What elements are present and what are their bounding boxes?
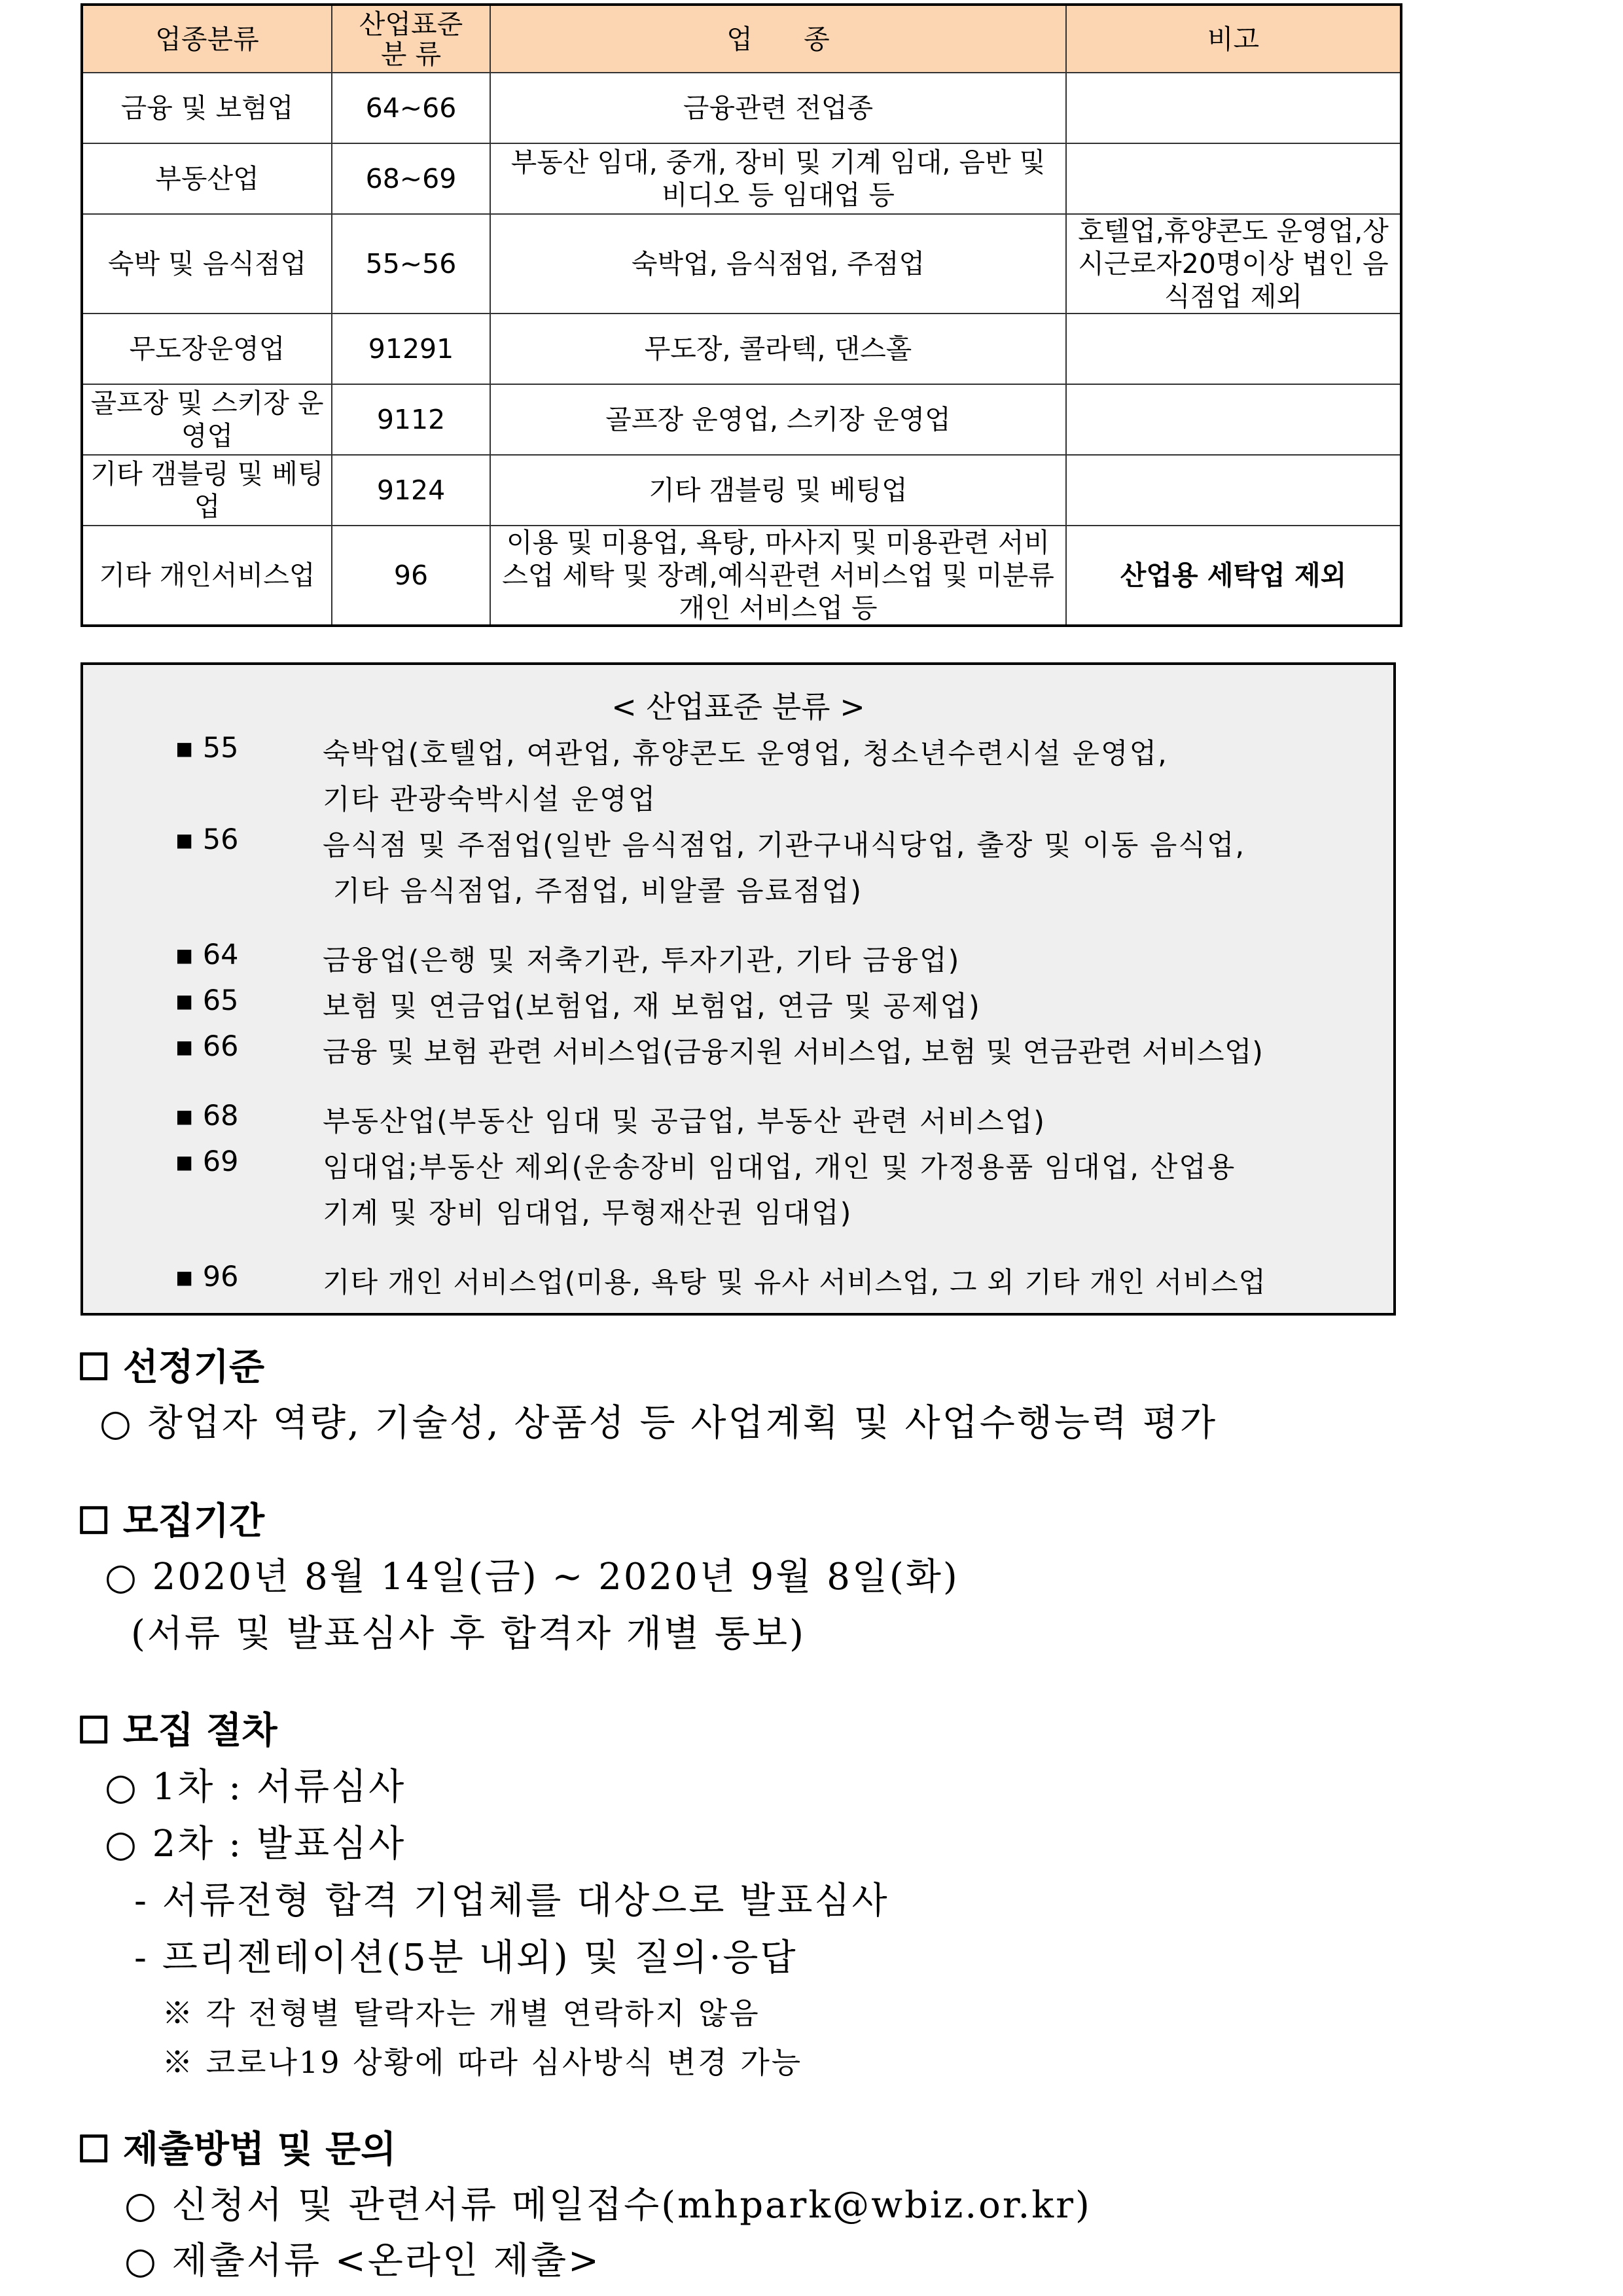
header-industry: 업 종 <box>490 5 1066 73</box>
cell-note <box>1066 73 1401 143</box>
cell-category: 골프장 및 스키장 운영업 <box>82 384 332 455</box>
cell-code: 9124 <box>332 455 490 526</box>
cell-category: 기타 갬블링 및 베팅업 <box>82 455 332 526</box>
classification-desc: 숙박업(호텔업, 여관업, 휴양콘도 운영업, 청소년수련시설 운영업, <box>323 738 1168 770</box>
cell-code: 55~56 <box>332 214 490 314</box>
classification-desc: 음식점 및 주점업(일반 음식점업, 기관구내식당업, 출장 및 이동 음식업, <box>323 829 1246 862</box>
classification-desc: 보험 및 연금업(보험업, 재 보험업, 연금 및 공제업) <box>323 990 981 1023</box>
cell-note <box>1066 455 1401 526</box>
classification-desc: 금융업(은행 및 저축기관, 투자기관, 기타 금융업) <box>323 944 961 977</box>
cell-note: 호텔업,휴양콘도 운영업,상시근로자20명이상 법인 음식점업 제외 <box>1066 214 1401 314</box>
cell-industry: 무도장, 콜라텍, 댄스홀 <box>490 314 1066 384</box>
classification-item <box>83 939 1393 975</box>
cell-industry: 골프장 운영업, 스키장 운영업 <box>490 384 1066 455</box>
classification-code: ▪ 68 <box>175 1100 239 1132</box>
table-row <box>82 455 1401 526</box>
classification-desc: 기타 음식점업, 주점업, 비알콜 음료점업) <box>323 875 863 908</box>
cell-category: 금융 및 보험업 <box>82 73 332 143</box>
classification-code: ▪ 56 <box>175 823 239 856</box>
classification-item <box>83 778 1393 814</box>
classification-box <box>80 662 1396 1316</box>
section-title-period: ☐ 모집기간 <box>77 1499 265 1543</box>
cell-industry: 부동산 임대, 중개, 장비 및 기계 임대, 음반 및 비디오 등 임대업 등 <box>490 143 1066 214</box>
cell-category: 무도장운영업 <box>82 314 332 384</box>
classification-item <box>83 1261 1393 1297</box>
table-row <box>82 214 1401 314</box>
classification-item <box>83 732 1393 768</box>
table-header-row <box>82 5 1401 73</box>
table-row <box>82 384 1401 455</box>
cell-category: 숙박 및 음식점업 <box>82 214 332 314</box>
cell-code: 68~69 <box>332 143 490 214</box>
header-category: 업종분류 <box>82 5 332 73</box>
classification-desc: 임대업;부동산 제외(운송장비 임대업, 개인 및 가정용품 임대업, 산업용 <box>323 1151 1236 1184</box>
cell-note <box>1066 143 1401 214</box>
classification-code: ▪ 55 <box>175 732 239 764</box>
procedure-sub2: - 프리젠테이션(5분 내외) 및 질의·응답 <box>134 1937 798 1979</box>
procedure-sub1: - 서류전형 합격 기업체를 대상으로 발표심사 <box>134 1880 889 1922</box>
classification-desc: 기타 개인 서비스업(미용, 욕탕 및 유사 서비스업, 그 외 기타 개인 서비스업 <box>323 1266 1267 1299</box>
classification-code: ▪ 64 <box>175 939 239 971</box>
cell-note <box>1066 384 1401 455</box>
classification-desc: 기계 및 장비 임대업, 무형재산권 임대업) <box>323 1197 853 1230</box>
classification-item <box>83 869 1393 906</box>
cell-industry: 숙박업, 음식점업, 주점업 <box>490 214 1066 314</box>
cell-industry: 금융관련 전업종 <box>490 73 1066 143</box>
table-row <box>82 526 1401 626</box>
classification-code: ▪ 66 <box>175 1030 239 1063</box>
cell-code: 9112 <box>332 384 490 455</box>
classification-title: < 산업표준 분류 > <box>611 689 865 725</box>
procedure-step1: ○ 1차 : 서류심사 <box>105 1766 406 1808</box>
industry-table <box>80 3 1402 627</box>
submission-email-text: ○ 신청서 및 관련서류 메일접수(mhpark@wbiz.or.kr) <box>124 2184 1092 2227</box>
section-title-procedure: ☐ 모집 절차 <box>77 1709 277 1752</box>
table-row <box>82 143 1401 214</box>
classification-desc: 부동산업(부동산 임대 및 공급업, 부동산 관련 서비스업) <box>323 1105 1046 1138</box>
cell-code: 96 <box>332 526 490 626</box>
classification-item <box>83 823 1393 860</box>
procedure-step2: ○ 2차 : 발표심사 <box>105 1823 406 1865</box>
classification-item <box>83 1191 1393 1228</box>
cell-industry: 이용 및 미용업, 욕탕, 마사지 및 미용관련 서비스업 세탁 및 장례,예식관련 서비스업 및 미분류 개인 서비스업 등 <box>490 526 1066 626</box>
cell-category: 기타 개인서비스업 <box>82 526 332 626</box>
period-note-text: (서류 및 발표심사 후 합격자 개별 통보) <box>131 1613 806 1655</box>
section-title-submission: ☐ 제출방법 및 문의 <box>77 2128 397 2171</box>
cell-note: 산업용 세탁업 제외 <box>1066 526 1401 626</box>
classification-item <box>83 1030 1393 1067</box>
cell-note <box>1066 314 1401 384</box>
classification-code: ▪ 96 <box>175 1261 239 1293</box>
period-dates-text: ○ 2020년 8월 14일(금) ~ 2020년 9월 8일(화) <box>105 1556 959 1598</box>
cell-category: 부동산업 <box>82 143 332 214</box>
classification-code: ▪ 65 <box>175 984 239 1017</box>
classification-item <box>83 1145 1393 1182</box>
selection-criteria-text: ○ 창업자 역량, 기술성, 상품성 등 사업계획 및 사업수행능력 평가 <box>99 1402 1218 1444</box>
classification-desc: 금융 및 보험 관련 서비스업(금융지원 서비스업, 보험 및 연금관련 서비스업) <box>323 1036 1264 1069</box>
procedure-note1: ※ 각 전형별 탈락자는 개별 연락하지 않음 <box>162 1996 760 2031</box>
table-row <box>82 314 1401 384</box>
classification-code: ▪ 69 <box>175 1145 239 1178</box>
header-code: 산업표준 분 류 <box>332 5 490 73</box>
table-row <box>82 73 1401 143</box>
header-note: 비고 <box>1066 5 1401 73</box>
classification-item <box>83 984 1393 1021</box>
classification-item <box>83 1100 1393 1136</box>
cell-industry: 기타 갬블링 및 베팅업 <box>490 455 1066 526</box>
section-title-selection: ☐ 선정기준 <box>77 1346 265 1389</box>
submission-docs-text: ○ 제출서류 <온라인 제출> <box>124 2240 601 2282</box>
cell-code: 64~66 <box>332 73 490 143</box>
procedure-note2: ※ 코로나19 상황에 따라 심사방식 변경 가능 <box>162 2045 803 2080</box>
cell-code: 91291 <box>332 314 490 384</box>
classification-desc: 기타 관광숙박시설 운영업 <box>323 783 657 816</box>
